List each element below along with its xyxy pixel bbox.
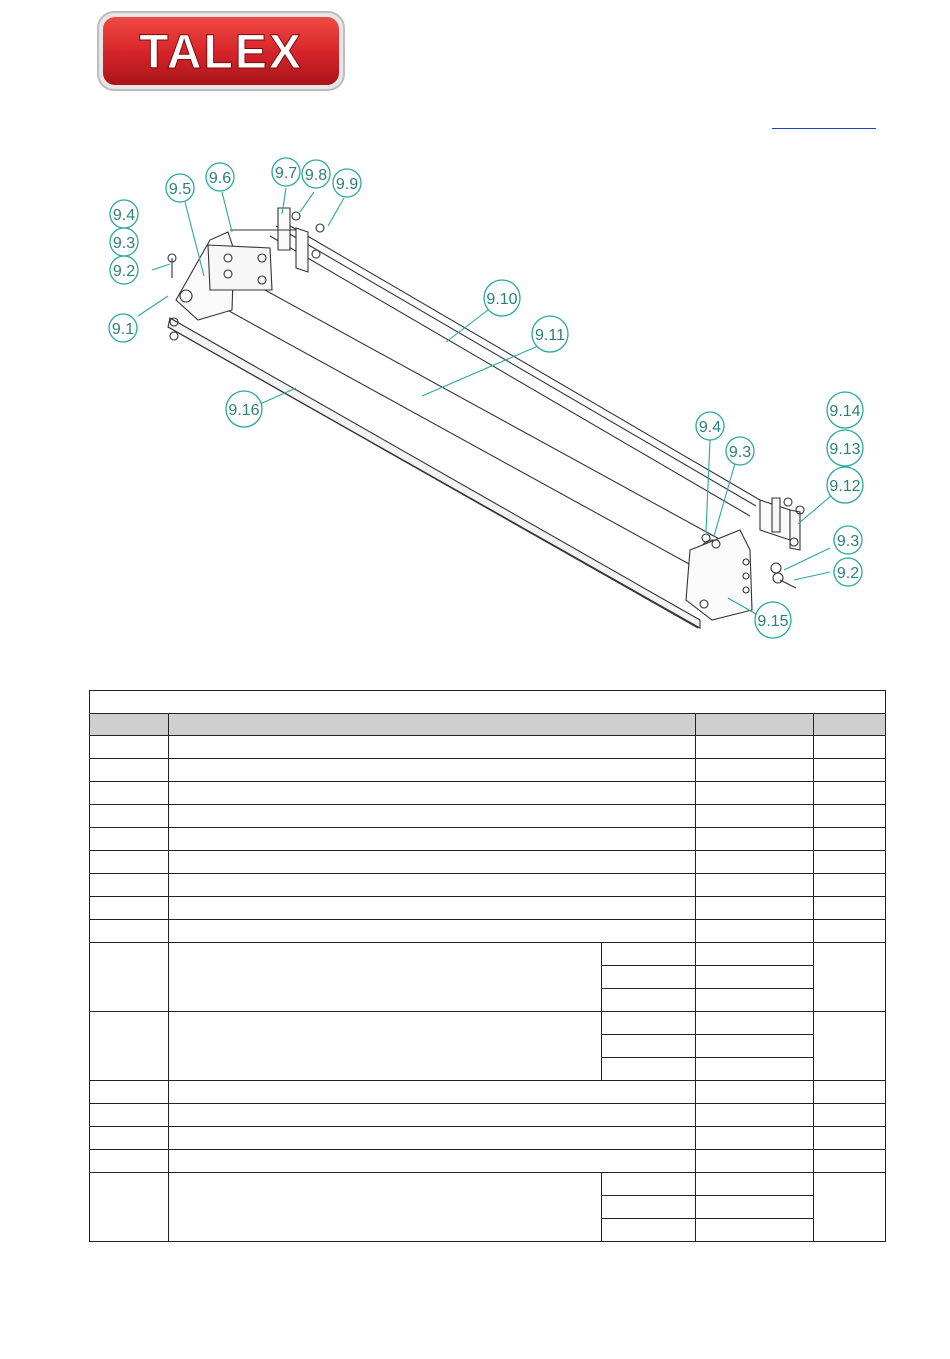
callout-9-1: [109, 314, 137, 342]
header-cell-qty: [814, 714, 886, 736]
header-cell-pos: [90, 714, 169, 736]
svg-text:9.9: 9.9: [335, 176, 359, 193]
table-row: [90, 759, 886, 782]
callout-9-2-right: [834, 558, 862, 586]
svg-text:9.4: 9.4: [112, 207, 136, 224]
callout-9-13: [827, 430, 863, 466]
callout-9-10: [484, 280, 520, 316]
callout-9-11: [532, 316, 568, 352]
header-cell-description: [169, 714, 696, 736]
svg-text:9.15: 9.15: [757, 613, 789, 630]
table-row: [90, 1081, 886, 1104]
svg-text:9.3: 9.3: [836, 533, 860, 550]
table-row: [90, 805, 886, 828]
svg-text:9.5: 9.5: [168, 181, 192, 198]
table-row: [90, 736, 886, 759]
svg-text:9.4: 9.4: [698, 419, 722, 436]
table-title-row: [90, 691, 886, 714]
table-row-group: [90, 1012, 886, 1035]
table-row: [90, 1127, 886, 1150]
table-header-row: [90, 714, 886, 736]
table-row: [90, 1150, 886, 1173]
callout-9-14: [827, 392, 863, 428]
callout-9-9: [333, 169, 361, 197]
svg-text:9.3: 9.3: [728, 444, 752, 461]
callout-9-3-right-bottom: [834, 526, 862, 554]
table-row: [90, 828, 886, 851]
table-row: [90, 782, 886, 805]
table-row: [90, 1104, 886, 1127]
talex-logo: [96, 10, 346, 92]
callout-9-7: [272, 158, 300, 186]
callout-9-8: [302, 160, 330, 188]
header-link-underline[interactable]: [772, 118, 876, 129]
table-row: [90, 920, 886, 943]
svg-text:9.6: 9.6: [208, 170, 232, 187]
callout-9-3-left: [110, 228, 138, 256]
callout-9-5: [166, 174, 194, 202]
svg-text:9.12: 9.12: [829, 478, 861, 495]
callout-9-12: [827, 467, 863, 503]
header-cell-code: [696, 714, 814, 736]
svg-text:9.14: 9.14: [829, 403, 861, 420]
svg-text:9.3: 9.3: [112, 235, 136, 252]
table-row: [90, 851, 886, 874]
table-row-group: [90, 1173, 886, 1196]
svg-text:9.13: 9.13: [829, 441, 861, 458]
svg-text:TALEX: TALEX: [139, 26, 303, 79]
exploded-parts-drawing: [100, 150, 880, 650]
callout-9-15: [755, 602, 791, 638]
callout-9-3-right-top: [726, 437, 754, 465]
table-row: [90, 874, 886, 897]
svg-text:9.2: 9.2: [836, 565, 860, 582]
callout-9-6: [206, 163, 234, 191]
svg-text:9.2: 9.2: [112, 263, 136, 280]
svg-text:9.11: 9.11: [535, 327, 565, 344]
table-row: [90, 897, 886, 920]
svg-text:9.8: 9.8: [304, 167, 328, 184]
callout-9-2-left: [110, 256, 138, 284]
svg-text:9.10: 9.10: [486, 291, 518, 308]
callout-9-16: [226, 391, 262, 427]
parts-table: [89, 690, 886, 1242]
callout-9-4-right: [696, 412, 724, 440]
table-row-group: [90, 943, 886, 966]
svg-text:9.16: 9.16: [228, 402, 260, 419]
callout-9-4-left: [110, 200, 138, 228]
svg-text:9.1: 9.1: [111, 321, 135, 338]
svg-text:9.7: 9.7: [274, 165, 298, 182]
